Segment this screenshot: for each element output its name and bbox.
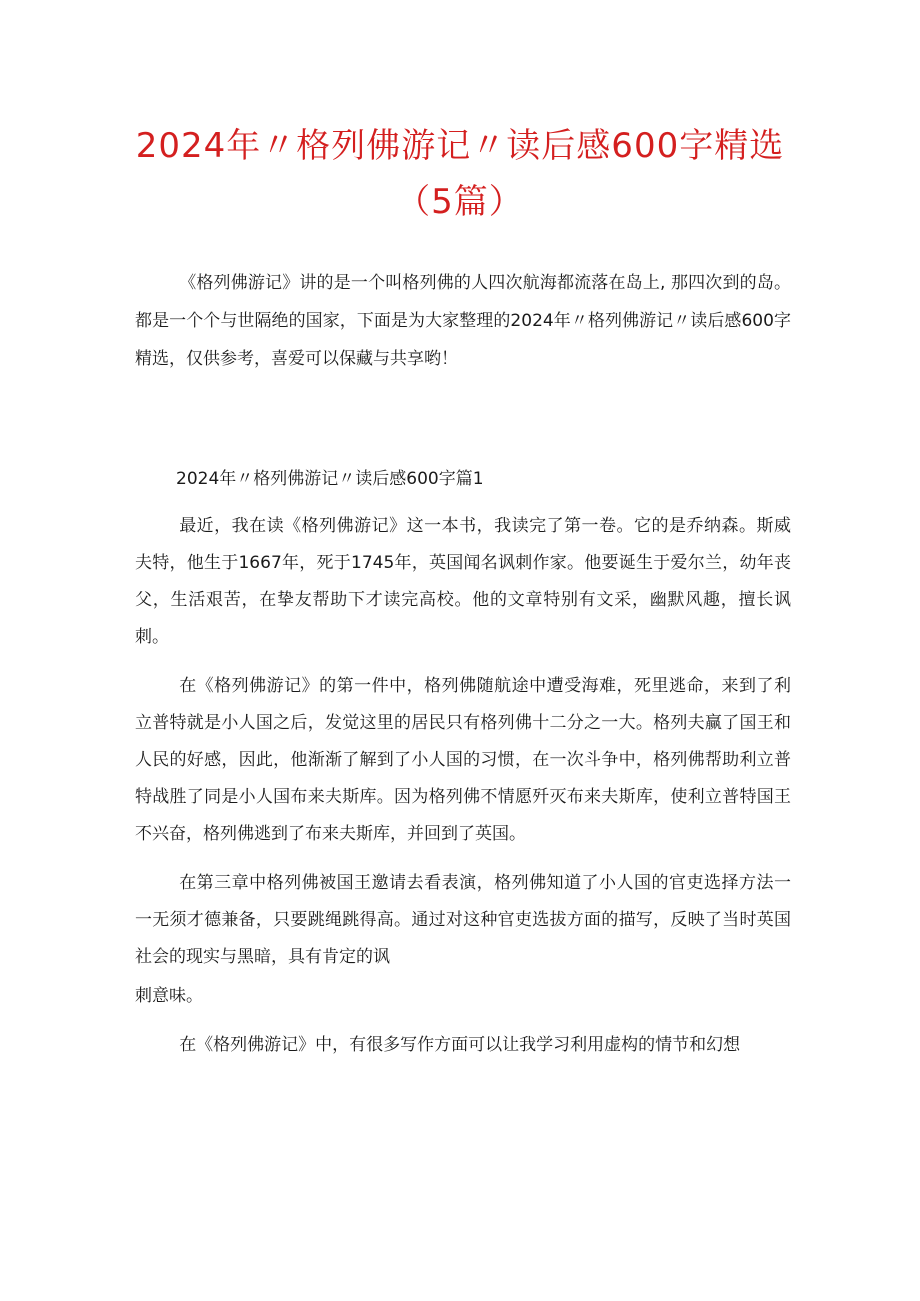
body-paragraph: 最近，我在读《格列佛游记》这一本书，我读完了第一卷。它的是乔纳森。斯威夫特，他生于1667年，死于1745年，英国闻名讽刺作家。他要诞生于爱尔兰，幼年丧父，生活艰苦，在挚友帮助下才读完高校。他的文章特别有文采，幽默风趣，擅长讽刺。 [135,516,791,647]
document-title: 2024年〃格列佛游记〃读后感600字精选（5篇） [135,126,785,222]
body-paragraph-broken [135,865,791,1015]
body-paragraph: 在《格列佛游记》的第一件中，格列佛随航途中遭受海难，死里逃命，来到了利立普特就是小人国之后，发觉这里的居民只有格列佛十二分之一大。格列夫赢了国王和人民的好感，因此，他渐渐了解到了小人国的习惯，在一次斗争中，格列佛帮助利立普特战胜了同是小人国布来夫斯库。因为格列佛不情愿歼灭布来夫斯库，使利立普特国王不兴奋，格列佛逃到了布来夫斯库，并回到了英国。 [135,676,791,844]
section-heading: 2024年〃格列佛游记〃读后感600字篇1 [176,469,484,489]
body-paragraph: 在《格列佛游记》中，有很多写作方面可以让我学习利用虚构的情节和幻想 [179,1035,741,1055]
essay-body [135,508,791,1064]
body-paragraph-line: 在第三章中格列佛被国王邀请去看表演，格列佛知道了小人国的官吏选择方法一一无须才德兼备，只要跳绳跳得高。通过对这种官吏选拔方面的描写，反映了当时英国社会的现实与黑暗，具有肯定的讽 [135,873,791,967]
body-paragraph-continuation: 刺意味。 [135,986,203,1006]
intro-paragraph: 《格列佛游记》讲的是一个叫格列佛的人四次航海都流落在岛上, 那四次到的岛。都是一个个与世隔绝的国家，下面是为大家整理的2024年〃格列佛游记〃读后感600字精选，仅供参考，喜爱可以保藏与共享哟！ [135,273,791,369]
